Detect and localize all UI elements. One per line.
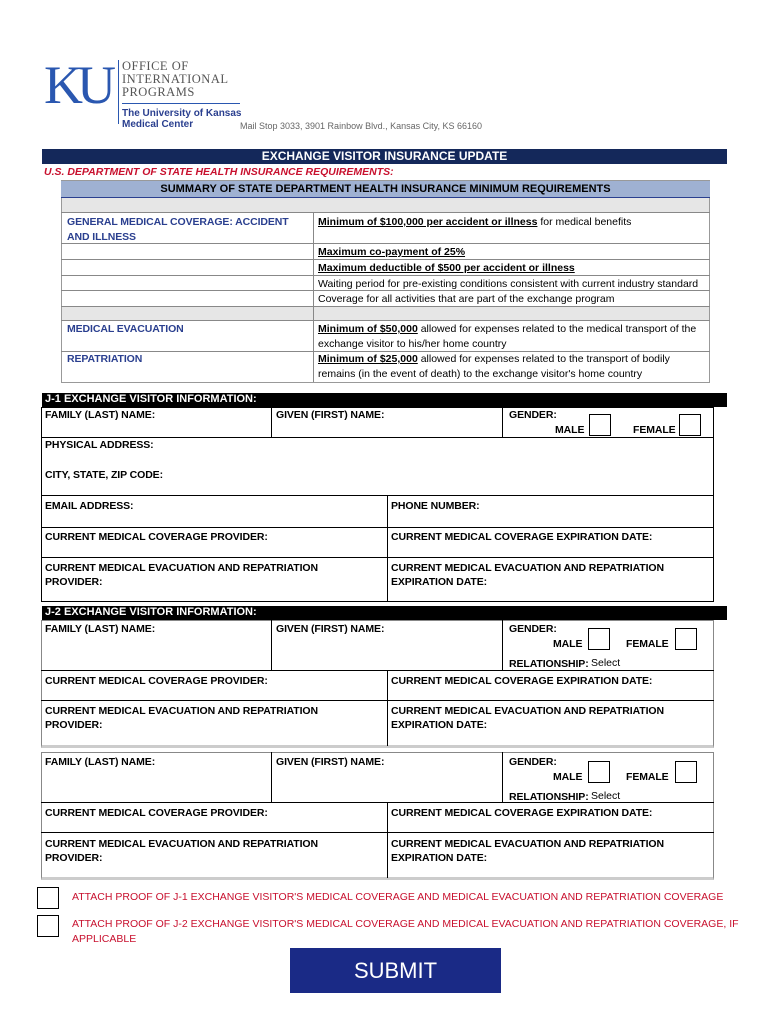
submit-label: SUBMIT: [353, 958, 438, 983]
j1-given-name-field[interactable]: GIVEN (FIRST) NAME:: [276, 409, 385, 421]
j2b-evac-expiration-field[interactable]: CURRENT MEDICAL EVACUATION AND REPATRIATION EXPIRATION DATE:: [391, 838, 664, 864]
j1-vline-a: [271, 407, 272, 437]
j2-evac-expiration-field[interactable]: CURRENT MEDICAL EVACUATION AND REPATRIATION EXPIRATION DATE:: [391, 705, 664, 731]
summary-heading: SUMMARY OF STATE DEPARTMENT HEALTH INSURANCE MINIMUM REQUIREMENTS: [160, 183, 611, 195]
sum-line-4: [61, 275, 710, 276]
j1-evac-expiration-field[interactable]: CURRENT MEDICAL EVACUATION AND REPATRIATION EXPIRATION DATE:: [391, 562, 664, 588]
j2-male-label: MALE: [553, 638, 583, 650]
j2b-vline-c: [387, 802, 388, 878]
attach-j1-checkbox[interactable]: [37, 887, 59, 909]
sum-line-1: [61, 212, 710, 213]
general-coverage-label: GENERAL MEDICAL COVERAGE: ACCIDENT AND ILLNESS: [67, 216, 289, 243]
j1-city-state-zip-field[interactable]: CITY, STATE, ZIP CODE:: [45, 469, 163, 481]
university-line1: The University of Kansas: [122, 108, 242, 119]
j1-female-label: FEMALE: [633, 424, 676, 436]
j2b-female-checkbox[interactable]: [675, 761, 697, 783]
page-title: EXCHANGE VISITOR INSURANCE UPDATE: [261, 149, 508, 163]
general-min-rest: for medical benefits: [537, 216, 632, 228]
j1-heading: [42, 393, 727, 407]
dept-requirements: U.S. DEPARTMENT OF STATE HEALTH INSURANCE REQUIREMENTS:: [44, 166, 394, 178]
copay: [318, 245, 465, 259]
j2b-provider-field[interactable]: CURRENT MEDICAL COVERAGE PROVIDER:: [45, 807, 268, 819]
j1-line-2: [41, 495, 714, 496]
j2a-vline-a: [271, 620, 272, 670]
j2-family-name-field[interactable]: FAMILY (LAST) NAME:: [45, 623, 156, 635]
evac-bold: Minimum of $50,000: [318, 323, 418, 335]
j2-relationship-select[interactable]: Select: [591, 657, 621, 669]
attach-j1-text: ATTACH PROOF OF J-1 EXCHANGE VISITOR'S MEDICAL COVERAGE AND MEDICAL EVACUATION AND REPATRIATION COVERAGE: [72, 891, 724, 903]
j2-heading: [42, 606, 727, 620]
waiting-period: Waiting period for pre-existing conditions consistent with current industry standard: [318, 278, 699, 290]
j2a-vline-c: [387, 670, 388, 746]
logo-hr: [122, 103, 240, 104]
j2-expiration-field[interactable]: CURRENT MEDICAL COVERAGE EXPIRATION DATE:: [391, 675, 653, 687]
j1-line-4: [41, 557, 714, 558]
submit-button[interactable]: [290, 948, 501, 993]
mail-address: Mail Stop 3033, 3901 Rainbow Blvd., Kansas City, KS 66160: [240, 121, 482, 131]
j2b-male-checkbox[interactable]: [588, 761, 610, 783]
j2b-relationship-label: RELATIONSHIP:: [509, 791, 589, 803]
j2b-male-label: MALE: [553, 771, 583, 783]
j2a-vline-b: [502, 620, 503, 670]
j1-line-3: [41, 527, 714, 528]
repatriation-minimum: [318, 352, 706, 382]
j1-male-label: MALE: [555, 424, 585, 436]
j2b-female-label: FEMALE: [626, 771, 669, 783]
ku-logo: [44, 55, 244, 138]
evacuation-minimum: [318, 322, 706, 352]
summary-heading-bar: [61, 181, 710, 198]
j2b-given-name-field[interactable]: GIVEN (FIRST) NAME:: [276, 756, 385, 768]
summary-spacer-row-2: [62, 306, 709, 320]
j2-gender-label: GENDER:: [509, 623, 557, 635]
j2a-line-1: [41, 670, 714, 671]
j2-female-label: FEMALE: [626, 638, 669, 650]
general-min-bold: Minimum of $100,000 per accident or illness: [318, 216, 538, 228]
deductible-text: Maximum deductible of $500 per accident or illness: [318, 262, 575, 274]
j1-vline-b: [502, 407, 503, 437]
j1-heading-text: J-1 EXCHANGE VISITOR INFORMATION:: [45, 393, 257, 405]
repat-bold: Minimum of $25,000: [318, 353, 418, 365]
j1-phone-field[interactable]: PHONE NUMBER:: [391, 500, 480, 512]
j1-vline-c: [387, 495, 388, 602]
repat-rest: allowed for expenses related to the transport of bodily remains (in the event of death) to the exchange visitor's home country: [318, 353, 670, 380]
evacuation-label: MEDICAL EVACUATION: [67, 323, 184, 335]
j1-provider-field[interactable]: CURRENT MEDICAL COVERAGE PROVIDER:: [45, 531, 268, 543]
repatriation-label: REPATRIATION: [67, 353, 143, 365]
j1-male-checkbox[interactable]: [589, 414, 611, 436]
summary-spacer-row: [62, 198, 709, 212]
attach-j2-text: ATTACH PROOF OF J-2 EXCHANGE VISITOR'S MEDICAL COVERAGE AND MEDICAL EVACUATION AND REPATRIATION COVERAGE, IF APPLICABLE: [72, 918, 739, 945]
office-line2: INTERNATIONAL: [122, 72, 229, 86]
coverage-all-activities: Coverage for all activities that are part of the exchange program: [318, 293, 615, 305]
j2-evac-provider-field[interactable]: CURRENT MEDICAL EVACUATION AND REPATRIATION PROVIDER:: [45, 705, 318, 731]
j2-relationship-label: RELATIONSHIP:: [509, 658, 589, 670]
j1-family-name-field[interactable]: FAMILY (LAST) NAME:: [45, 409, 156, 421]
j2-male-checkbox[interactable]: [588, 628, 610, 650]
ku-logo-letters: KU: [44, 55, 110, 115]
j1-evac-provider-field[interactable]: CURRENT MEDICAL EVACUATION AND REPATRIATION PROVIDER:: [45, 562, 318, 588]
sum-line-6: [61, 306, 710, 307]
sum-line-7: [61, 320, 710, 321]
j2-given-name-field[interactable]: GIVEN (FIRST) NAME:: [276, 623, 385, 635]
j2b-line-2: [41, 832, 714, 833]
j2b-gender-label: GENDER:: [509, 756, 557, 768]
office-line3: PROGRAMS: [122, 85, 195, 99]
evac-rest: allowed for expenses related to the medical transport of the exchange visitor to his/her home country: [318, 323, 697, 350]
j2b-vline-a: [271, 752, 272, 802]
attach-j2-checkbox[interactable]: [37, 915, 59, 937]
logo-divider: [118, 60, 119, 124]
j2-female-checkbox[interactable]: [675, 628, 697, 650]
j1-physical-address-field[interactable]: PHYSICAL ADDRESS:: [45, 439, 154, 451]
office-line1: OFFICE OF: [122, 59, 189, 73]
j1-email-field[interactable]: EMAIL ADDRESS:: [45, 500, 134, 512]
j2b-family-name-field[interactable]: FAMILY (LAST) NAME:: [45, 756, 156, 768]
j2b-relationship-select[interactable]: Select: [591, 790, 621, 802]
j2-provider-field[interactable]: CURRENT MEDICAL COVERAGE PROVIDER:: [45, 675, 268, 687]
j1-expiration-field[interactable]: CURRENT MEDICAL COVERAGE EXPIRATION DATE:: [391, 531, 653, 543]
title-bar: [42, 149, 727, 164]
deductible: [318, 261, 575, 275]
summary-col-divider: [313, 212, 314, 382]
j2b-evac-provider-field[interactable]: CURRENT MEDICAL EVACUATION AND REPATRIATION PROVIDER:: [45, 838, 318, 864]
j2-heading-text: J-2 EXCHANGE VISITOR INFORMATION:: [45, 606, 257, 618]
j2b-vline-b: [502, 752, 503, 802]
copay-text: Maximum co-payment of 25%: [318, 246, 466, 258]
j2b-line-1: [41, 802, 714, 803]
j2b-expiration-field[interactable]: CURRENT MEDICAL COVERAGE EXPIRATION DATE:: [391, 807, 653, 819]
j2a-line-2: [41, 700, 714, 701]
j1-gender-label: GENDER:: [509, 409, 557, 421]
university-line2: Medical Center: [122, 119, 194, 130]
sum-line-3: [61, 259, 710, 260]
j1-female-checkbox[interactable]: [679, 414, 701, 436]
general-minimum: [318, 215, 708, 230]
j1-line-1: [41, 437, 714, 438]
